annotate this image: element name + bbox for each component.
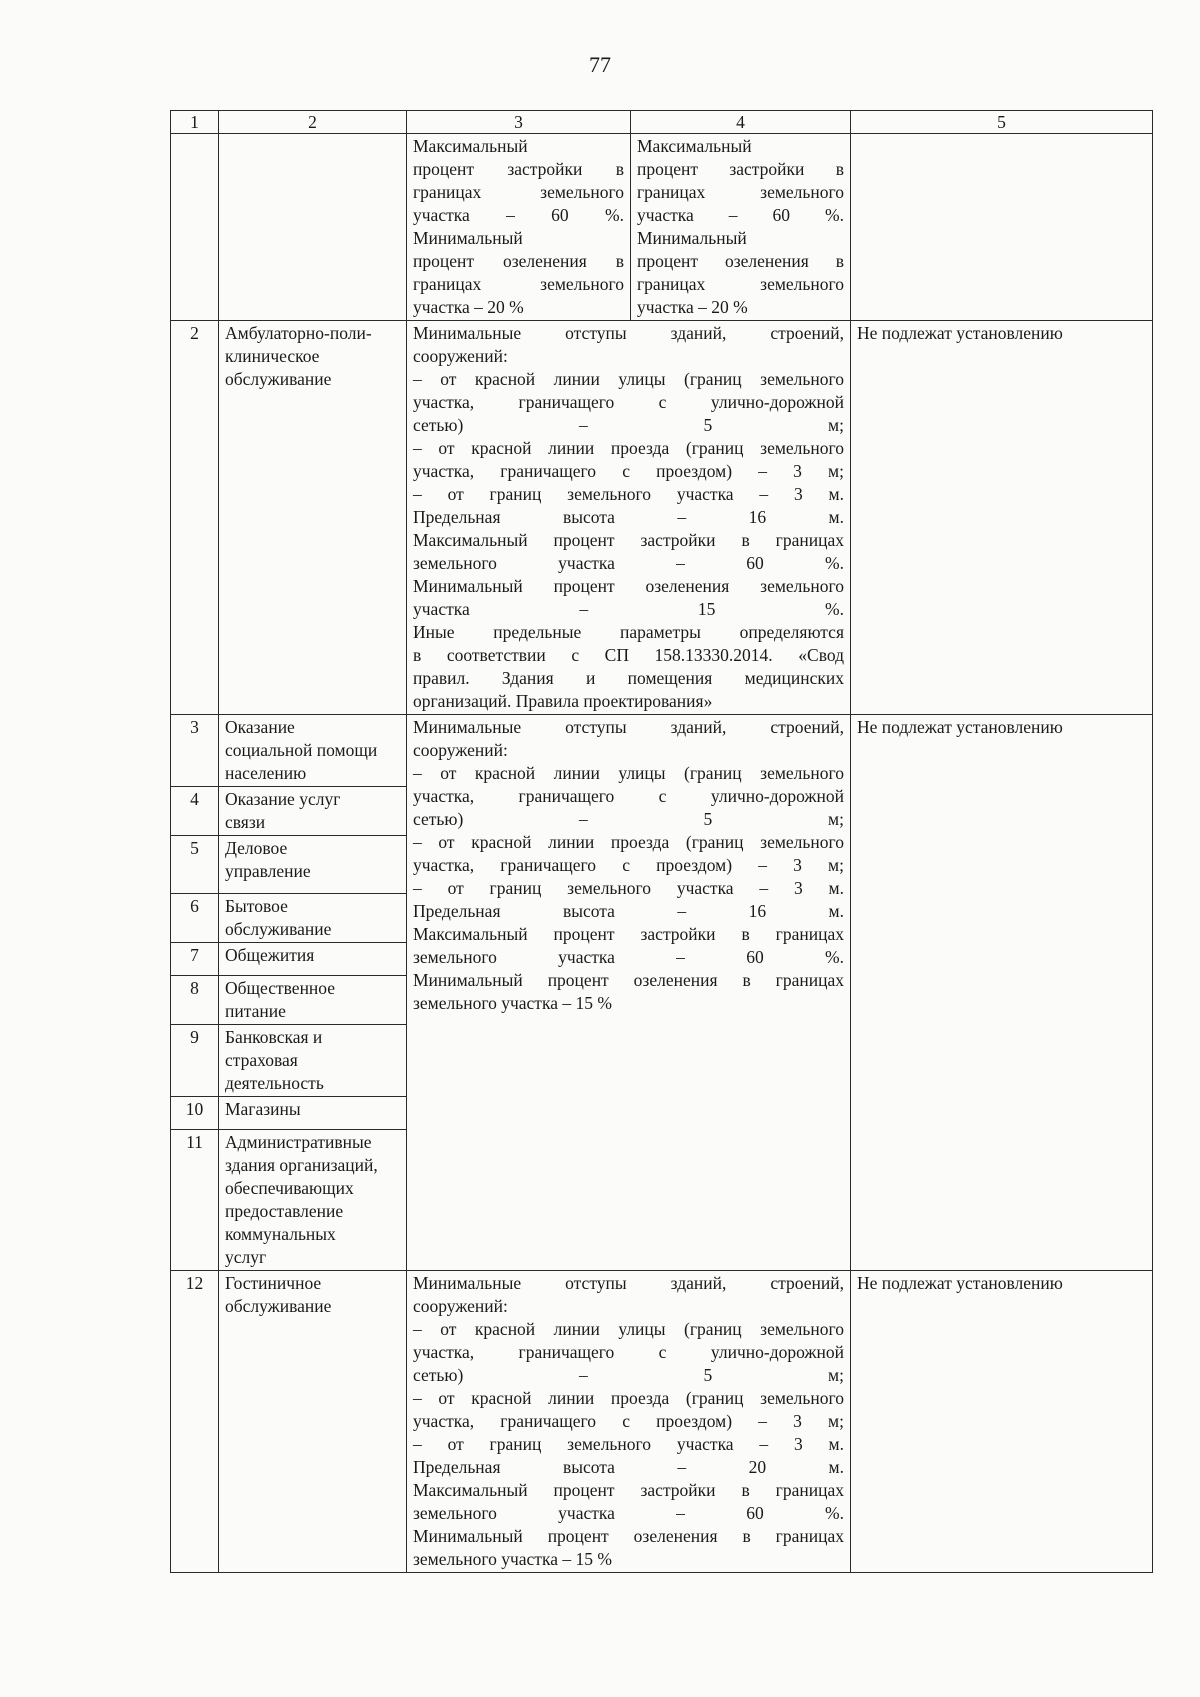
use-name [219,943,407,976]
header-cell: 5 [851,111,1153,134]
text-line: – от красной линии проезда (границ земельного [413,832,844,852]
text-line: участка – 15 %. [413,599,844,619]
text-line: Минимальные отступы зданий, строений, [413,323,844,343]
text-line: границах земельного [637,182,844,202]
header-cell: 1 [171,111,219,134]
remarks-cell: Не подлежат установлению [851,1271,1153,1573]
row-number: 8 [171,976,219,1025]
row-number: 11 [171,1130,219,1271]
text-line: участка – 60 %. [637,205,844,225]
text-line: Минимальный процент озеленения в границах [413,1526,844,1546]
remarks-cell: Не подлежат установлению [851,321,1153,715]
use-name [219,715,407,787]
text-line: – от границ земельного участка – 3 м. [413,484,844,504]
text-line: участка – 60 %. [413,205,624,225]
empty-cell [171,134,219,321]
text-line: процент застройки в [413,159,624,179]
text-line: Максимальный [637,136,752,156]
text-line: Максимальный процент застройки в границах [413,1480,844,1500]
row-number: 6 [171,894,219,943]
text-line: Гостиничное [225,1273,322,1293]
text-line: – от красной линии улицы (границ земельного [413,369,844,389]
text-line: процент застройки в [637,159,844,179]
use-name [219,1130,407,1271]
params-cell [407,321,851,715]
table-row [171,715,1153,787]
text-line: процент озеленения в [413,251,624,271]
text-line: Амбулаторно-поли- [225,323,372,343]
remarks-cell: Не подлежат установлению [851,715,1153,1271]
text-line: связи [225,812,266,832]
text-line: участка, граничащего с улично-дорожной [413,1342,844,1362]
text-line: участка – 20 % [637,297,748,317]
row-number: 3 [171,715,219,787]
text-line: участка – 20 % [413,297,524,317]
row-number: 2 [171,321,219,715]
text-line: земельного участка – 15 % [413,993,612,1013]
text-line: – от красной линии проезда (границ земельного [413,438,844,458]
text-line: участка, граничащего с проездом) – 3 м; [413,461,844,481]
text-line: сетью) – 5 м; [413,1365,844,1385]
header-cell: 3 [407,111,631,134]
text-line: сетью) – 5 м; [413,809,844,829]
text-line: организаций. Правила проектирования» [413,691,713,711]
text-line: – от красной линии проезда (границ земельного [413,1388,844,1408]
text-line: Минимальный [413,228,523,248]
use-name [219,976,407,1025]
row-number: 12 [171,1271,219,1573]
text-line: Предельная высота – 16 м. [413,901,844,921]
text-line: деятельность [225,1073,324,1093]
text-line: Оказание [225,717,295,737]
text-line: услуг [225,1247,267,1267]
use-name [219,894,407,943]
params-cell [631,134,851,321]
text-line: правил. Здания и помещения медицинских [413,668,844,688]
text-line: населению [225,763,307,783]
row-number: 7 [171,943,219,976]
use-name [219,836,407,894]
text-line: участка, граничащего с проездом) – 3 м; [413,1411,844,1431]
text-line: клиническое [225,346,320,366]
text-line: обслуживание [225,1296,332,1316]
text-line: – от границ земельного участка – 3 м. [413,878,844,898]
text-line: границах земельного [413,274,624,294]
text-line: сооружений: [413,1296,508,1316]
text-line: страховая [225,1050,298,1070]
use-name [219,787,407,836]
text-line: – от красной линии улицы (границ земельного [413,763,844,783]
table-row [171,321,1153,715]
text-line: Деловое [225,838,288,858]
text-line: Общественное [225,978,336,998]
row-number: 10 [171,1097,219,1130]
text-line: обслуживание [225,369,332,389]
text-line: процент озеленения в [637,251,844,271]
text-line: земельного участка – 60 %. [413,1503,844,1523]
text-line: питание [225,1001,286,1021]
text-line: Общежития [225,945,315,965]
text-line: Банковская и [225,1027,323,1047]
table-row [171,1271,1153,1573]
continuation-row [171,134,1153,321]
empty-cell [851,134,1153,321]
use-name [219,1025,407,1097]
text-line: границах земельного [413,182,624,202]
text-line: Предельная высота – 16 м. [413,507,844,527]
text-line: коммунальных [225,1224,336,1244]
header-cell: 2 [219,111,407,134]
params-cell [407,134,631,321]
text-line: Минимальный процент озеленения земельного [413,576,844,596]
text-line: сооружений: [413,346,508,366]
header-cell: 4 [631,111,851,134]
text-line: Минимальный процент озеленения в границах [413,970,844,990]
text-line: Минимальные отступы зданий, строений, [413,717,844,737]
text-line: Административные [225,1132,372,1152]
text-line: обеспечивающих [225,1178,354,1198]
page-number: 77 [589,52,611,77]
text-line: Минимальный [637,228,747,248]
text-line: – от красной линии улицы (границ земельного [413,1319,844,1339]
row-number: 9 [171,1025,219,1097]
text-line: Максимальный [413,136,528,156]
text-line: социальной помощи [225,740,378,760]
header-row [171,111,1153,134]
text-line: управление [225,861,311,881]
text-line: сооружений: [413,740,508,760]
text-line: здания организаций, [225,1155,378,1175]
text-line: участка, граничащего с улично-дорожной [413,392,844,412]
params-cell [407,1271,851,1573]
text-line: Максимальный процент застройки в границах [413,530,844,550]
text-line: Иные предельные параметры определяются [413,622,844,642]
use-name [219,1271,407,1573]
text-line: в соответствии с СП 158.13330.2014. «Свод [413,645,844,665]
text-line: земельного участка – 60 %. [413,553,844,573]
text-line: земельного участка – 60 %. [413,947,844,967]
text-line: Максимальный процент застройки в границах [413,924,844,944]
empty-cell [219,134,407,321]
land-use-table [170,110,1153,1573]
row-number: 5 [171,836,219,894]
text-line: Бытовое [225,896,288,916]
text-line: участка, граничащего с улично-дорожной [413,786,844,806]
text-line: Оказание услуг [225,789,341,809]
use-name [219,1097,407,1130]
row-number: 4 [171,787,219,836]
text-line: сетью) – 5 м; [413,415,844,435]
text-line: границах земельного [637,274,844,294]
text-line: обслуживание [225,919,332,939]
text-line: участка, граничащего с проездом) – 3 м; [413,855,844,875]
text-line: – от границ земельного участка – 3 м. [413,1434,844,1454]
use-name [219,321,407,715]
text-line: Предельная высота – 20 м. [413,1457,844,1477]
text-line: Минимальные отступы зданий, строений, [413,1273,844,1293]
text-line: предоставление [225,1201,344,1221]
params-cell [407,715,851,1271]
text-line: земельного участка – 15 % [413,1549,612,1569]
text-line: Магазины [225,1099,301,1119]
